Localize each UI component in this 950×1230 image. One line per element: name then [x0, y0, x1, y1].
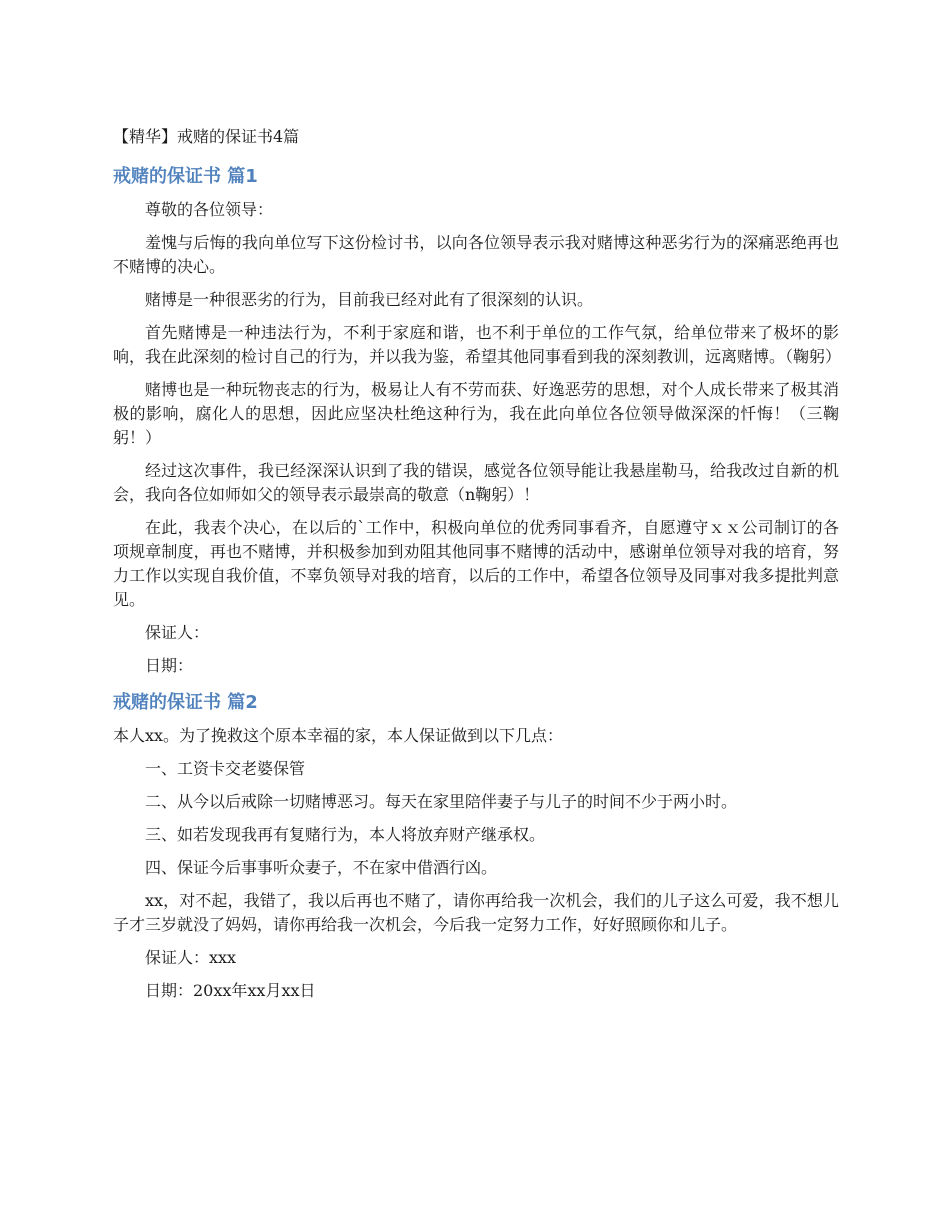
paragraph: 经过这次事件，我已经深深认识到了我的错误，感觉各位领导能让我悬崖勒马，给我改过自新的机会，我向各位如师如父的领导表示最崇高的敬意（n鞠躬）！: [113, 461, 839, 504]
document-title: 【精华】戒赌的保证书4篇: [113, 127, 300, 146]
list-item: 四、保证今后事事听众妻子，不在家中借酒行凶。: [145, 858, 498, 877]
paragraph: xx，对不起，我错了，我以后再也不赌了，请你再给我一次机会，我们的儿子这么可爱，我不想儿子才三岁就没了妈妈，请你再给我一次机会，今后我一定努力工作，好好照顾你和儿子。: [113, 891, 839, 934]
date-line: 日期：20xx年xx月xx日: [145, 981, 316, 1000]
list-item: 一、工资卡交老婆保管: [145, 759, 306, 778]
date-line: 日期：: [145, 656, 194, 675]
guarantor-line: 保证人：: [145, 623, 210, 642]
list-item: 三、如若发现我再有复赌行为，本人将放弃财产继承权。: [145, 825, 546, 844]
paragraph: 在此，我表个决心，在以后的`工作中，积极向单位的优秀同事看齐，自愿遵守ｘｘ公司制订的各项规章制度，再也不赌博，并积极参加到劝阻其他同事不赌博的活动中，感谢单位领导对我的培育，努力工作以实现自我价值，不辜负领导对我的培育，以后的工作中，希望各位领导及同事对我多提批判意见。: [113, 518, 839, 609]
document-page: [113, 122, 842, 1012]
paragraph: 羞愧与后悔的我向单位写下这份检讨书，以向各位领导表示我对赌博这种恶劣行为的深痛恶绝再也不赌博的决心。: [113, 233, 839, 276]
section-2: [113, 688, 839, 1003]
guarantor-line: 保证人：xxx: [145, 948, 237, 967]
salutation: 尊敬的各位领导：: [145, 200, 274, 219]
paragraph: 首先赌博是一种违法行为，不利于家庭和谐，也不利于单位的工作气氛，给单位带来了极坏的影响，我在此深刻的检讨自己的行为，并以我为鉴，希望其他同事看到我的深刻教训，远离赌博。（鞠躬）: [113, 323, 842, 366]
paragraph: 赌博也是一种玩物丧志的行为，极易让人有不劳而获、好逸恶劳的思想，对个人成长带来了极其消极的影响，腐化人的思想，因此应坚决杜绝这种行为，我在此向单位各位领导做深深的忏悔！（三鞠躬！）: [113, 380, 839, 447]
paragraph: 赌博是一种很恶劣的行为，目前我已经对此有了很深刻的认识。: [145, 290, 594, 309]
section-1: [113, 162, 842, 678]
list-item: 二、从今以后戒除一切赌博恶习。每天在家里陪伴妻子与儿子的时间不少于两小时。: [145, 792, 738, 811]
intro-paragraph: 本人xx。为了挽救这个原本幸福的家，本人保证做到以下几点：: [113, 726, 564, 745]
section-2-heading: 戒赌的保证书 篇2: [113, 692, 258, 713]
section-1-heading: 戒赌的保证书 篇1: [113, 166, 258, 187]
